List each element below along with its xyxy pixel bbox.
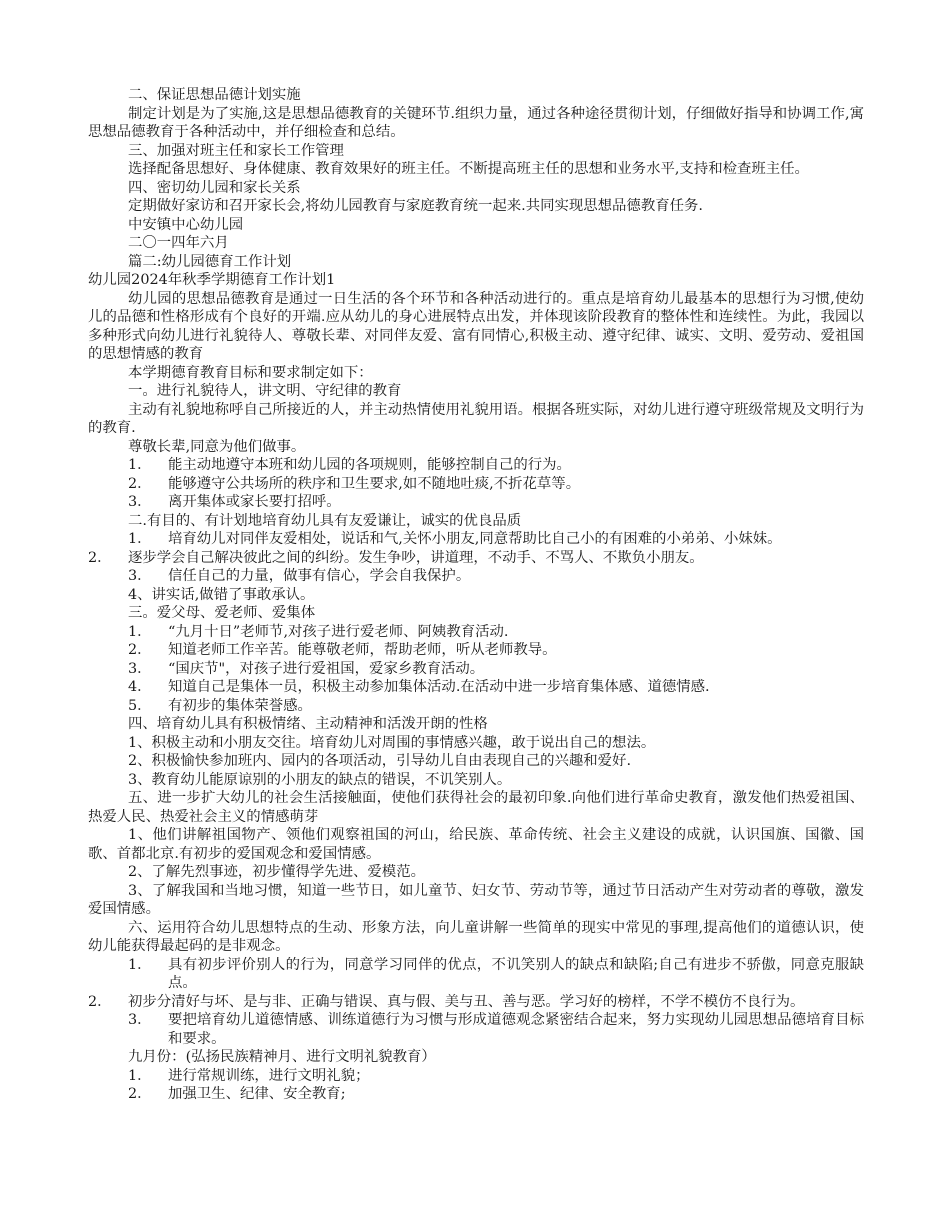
- list-item-number: 3．: [128, 1012, 152, 1028]
- paragraph: 三。爱父母、爱老师、爱集体: [128, 605, 316, 621]
- paragraph: 幼儿园2024年秋季学期德育工作计划1: [88, 272, 336, 288]
- list-item: [88, 956, 864, 993]
- list-item: [88, 1067, 864, 1086]
- paragraph: 幼儿园的思想品德教育是通过一日生活的各个环节和各种活动进行的。重点是培育幼儿最基本的思想行为习惯,使幼儿的品德和性格形成有个良好的开端.应从幼儿的身心进展特点出发，并体现该阶段教育的整体性和连续性。为此，我园以多种形式向幼儿进行礼貌待人、尊敬长辈、对同伴友爱、富有同情心,积极主动、遵守纪律、诚实、文明、爱劳动、爱祖国的思想情感的教育: [88, 290, 864, 362]
- list-item-number: 3．: [128, 660, 152, 677]
- list-item: [88, 641, 864, 660]
- paragraph: 2、了解先烈事迹，初步懂得学先进、爱模范。: [128, 864, 425, 880]
- paragraph: 制定计划是为了实施,这是思想品德教育的关键环节.组织力量，通过各种途径贯彻计划，仔细做好指导和协调工作,寓思想品德教育于各种活动中，并仔细检查和总结。: [88, 105, 864, 140]
- list-item-number: 2．: [128, 1086, 152, 1102]
- list-item-text: 具有初步评价别人的行为，同意学习同伴的优点，不讥笑别人的缺点和缺陷;自己有进步不骄傲，同意克服缺点。: [168, 956, 864, 991]
- list-item-text: 要把培育幼儿道德情感、训练道德行为习惯与形成道德观念紧密结合起来，努力实现幼儿园思想品德培育目标和要求。: [168, 1012, 864, 1047]
- paragraph: 二.有目的、有计划地培育幼儿具有友爱谦让，诚实的优良品质: [128, 512, 522, 529]
- paragraph: 二〇一四年六月: [128, 235, 229, 251]
- list-item-text: 离开集体或家长要打招呼。: [168, 494, 341, 510]
- paragraph: 1、他们讲解祖国物产、领他们观察祖国的河山，给民族、革命传统、社会主义建设的成就，认识国旗、国徽、国歌、首都北京.有初步的爱国观念和爱国情感。: [88, 827, 864, 862]
- list-item: [88, 993, 864, 1012]
- paragraph: 2、积极愉快参加班内、园内的各项活动，引导幼儿自由表现自己的兴趣和爱好.: [128, 753, 632, 769]
- list-item-number: 1．: [128, 1067, 152, 1084]
- list-item: [88, 1085, 864, 1104]
- list-item: [88, 475, 864, 494]
- paragraph: 篇二:幼儿园德育工作计划: [128, 253, 292, 270]
- list-item-number: 5．: [128, 697, 152, 714]
- paragraph: 九月份：(弘扬民族精神月、进行文明礼貌教育）: [128, 1049, 436, 1065]
- list-item-text: “国庆节"，对孩子进行爱祖国，爱家乡教育活动。: [168, 660, 485, 677]
- list-item-text: 培育幼儿对同伴友爱相处，说话和气,关怀小朋友,同意帮助比自己小的有困难的小弟弟、小妹妹。: [168, 531, 782, 547]
- paragraph: 三、加强对班主任和家长工作管理: [128, 142, 344, 159]
- list-item-text: 能够遵守公共场所的秩序和卫生要求,如不随地吐痰,不折花草等。: [168, 475, 581, 492]
- paragraph: 定期做好家访和召开家长会,将幼儿园教育与家庭教育统一起来.共同实现思想品德教育任务.: [128, 198, 703, 214]
- paragraph: 五、进一步扩大幼儿的社会生活接触面，使他们获得社会的最初印象.向他们进行革命史教育，激发他们热爱祖国、热爱人民、热爱社会主义的情感萌芽: [88, 790, 864, 825]
- paragraph: 四、密切幼儿园和家长关系: [128, 179, 301, 196]
- list-item-number: 3．: [128, 494, 152, 510]
- list-item: [88, 697, 864, 716]
- list-item-text: 知道自己是集体一员，积极主动参加集体活动.在活动中进一步培育集体感、道德情感.: [168, 679, 710, 695]
- list-item: [88, 660, 864, 679]
- paragraph: 一。进行礼貌待人，讲文明、守纪律的教育: [128, 383, 402, 399]
- list-item-number: 2．: [88, 993, 112, 1010]
- list-item-number: 1．: [128, 623, 152, 640]
- list-item: [88, 1011, 864, 1048]
- list-item-number: 2．: [128, 475, 152, 492]
- paragraph: 主动有礼貌地称呼自己所接近的人，并主动热情使用礼貌用语。根据各班实际，对幼儿进行遵守班级常规及文明行为的教育.: [88, 401, 864, 436]
- paragraph: 1、积极主动和小朋友交往。培育幼儿对周围的事情感兴趣，敢于说出自己的想法。: [128, 734, 656, 751]
- list-item-text: 初步分清好与坏、是与非、正确与错误、真与假、美与丑、善与恶。学习好的榜样，不学不模仿不良行为。: [128, 993, 805, 1010]
- list-item: [88, 678, 864, 697]
- list-item-text: 有初步的集体荣誉感。: [168, 697, 312, 714]
- list-item: [88, 456, 864, 475]
- paragraph: 四、培育幼儿具有积极情绪、主动精神和活泼开朗的性格: [128, 716, 488, 732]
- paragraph: 4、讲实话,做错了事敢承认。: [128, 586, 315, 603]
- list-item-number: 1．: [128, 956, 152, 973]
- list-item-text: 能主动地遵守本班和幼儿园的各项规则，能够控制自己的行为。: [168, 457, 571, 473]
- list-item-number: 2．: [88, 549, 112, 566]
- list-item-number: 1．: [128, 531, 152, 547]
- paragraph: 本学期德育教育目标和要求制定如下：: [128, 364, 373, 381]
- list-item-number: 3．: [128, 568, 152, 584]
- list-item: [88, 623, 864, 642]
- list-item: [88, 549, 864, 568]
- list-item-number: 1．: [128, 457, 152, 473]
- paragraph: 尊敬长辈,同意为他们做事。: [128, 438, 306, 455]
- list-item: [88, 530, 864, 549]
- list-item-text: 加强卫生、纪律、安全教育;: [168, 1086, 346, 1102]
- list-item-text: 逐步学会自己解决彼此之间的纠纷。发生争吵，讲道理，不动手、不骂人、不欺负小朋友。: [128, 549, 704, 566]
- list-item-number: 4．: [128, 679, 152, 695]
- list-item-text: 信任自己的力量，做事有信心，学会自我保护。: [168, 568, 471, 584]
- paragraph: 3、了解我国和当地习惯，知道一些节日，如儿童节、妇女节、劳动节等，通过节日活动产生对劳动者的尊敬，激发爱国情感。: [88, 882, 864, 917]
- paragraph: 3、教育幼儿能原谅别的小朋友的缺点的错误，不讥笑别人。: [128, 771, 512, 788]
- list-item: [88, 567, 864, 586]
- paragraph: 二、保证思想品德计划实施: [128, 87, 301, 103]
- list-item: [88, 493, 864, 512]
- paragraph: 选择配备思想好、身体健康、教育效果好的班主任。不断提高班主任的思想和业务水平,支持和检查班主任。: [128, 161, 809, 177]
- list-item-number: 2．: [128, 642, 152, 658]
- paragraph: 中安镇中心幼儿园: [128, 216, 244, 233]
- paragraph: 六、运用符合幼儿思想特点的生动、形象方法，向儿童讲解一些简单的现实中常见的事理,提高他们的道德认识，使幼儿能获得最起码的是非观念。: [88, 919, 864, 954]
- document-page: [88, 86, 864, 1104]
- list-item-text: “九月十日”老师节,对孩子进行爱老师、阿姨教育活动.: [168, 623, 509, 640]
- list-item-text: 知道老师工作辛苦。能尊敬老师，帮助老师，听从老师教导。: [168, 642, 557, 658]
- list-item-text: 进行常规训练，进行文明礼貌；: [168, 1067, 370, 1084]
